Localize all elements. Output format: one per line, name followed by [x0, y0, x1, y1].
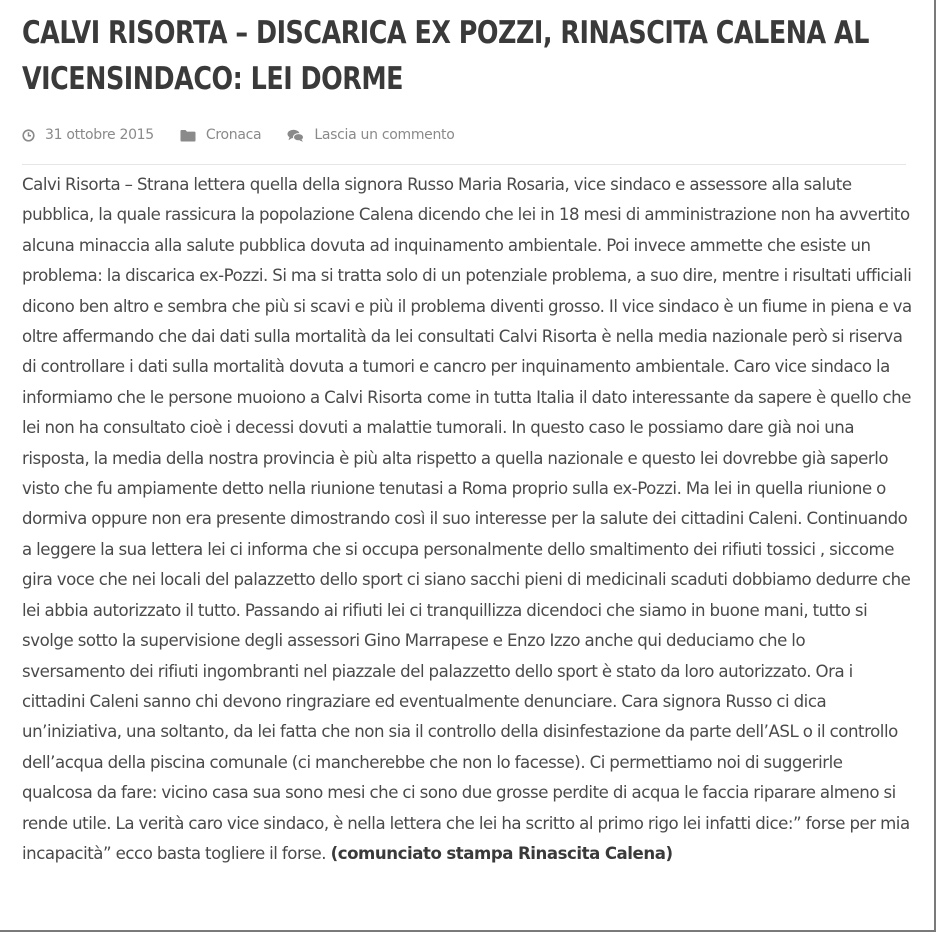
article-title: CALVI RISORTA – DISCARICA EX POZZI, RINASCITA CALENA AL VICENSINDACO: LEI DORME — [22, 15, 869, 97]
meta-date-text: 31 ottobre 2015 — [45, 127, 154, 143]
meta-date[interactable] — [22, 124, 154, 146]
comments-icon — [287, 129, 304, 142]
meta-category-link: Cronaca — [205, 127, 262, 143]
article-body-text: Calvi Risorta – Strana lettera quella della signora Russo Maria Rosaria, vice sindaco e assessore alla salute pubblica, la quale rassicura la popolazione Calena dicendo che lei in 18 mesi di amministrazione non ha avvertito alcuna minaccia alla salute pubblica dovuta ad inquinamento ambientale. Poi invece ammette che esiste un problema: la discarica ex-Pozzi. Si ma si tratta solo di un potenziale problema, a suo dire, mentre i risultati ufficiali dicono ben altro e sembra che più si scavi e più il problema diventi grosso. Il vice sindaco è un fiume in piena e va oltre affermando che dai dati sulla mortalità da lei consultati Calvi Risorta è nella media nazionale però si riserva di controllare i dati sulla mortalità dovuta a tumori e cancro per inquinamento ambientale. Caro vice sindaco la informiamo che le persone muoiono a Calvi Risorta come in tutta Italia il dato interessante da sapere è quello che lei non ha consultato cioè i decessi dovuti a malattie tumorali. In questo caso le possiamo dare già noi una risposta, la media della nostra provincia è più alta rispetto a quella nazionale e questo lei dovrebbe già saperlo visto che fu ampiamente detto nella riunione tenutasi a Roma proprio sulla ex-Pozzi. Ma lei in quella riunione o dormiva oppure non era presente dimostrando così il suo interesse per la salute dei cittadini Caleni. Continuando a leggere la sua lettera lei ci informa che si occupa personalmente dello smaltimento dei rifiuti tossici , siccome gira voce che nei locali del palazzetto dello sport ci siano sacchi pieni di medicinali scaduti dobbiamo dedurre che lei abbia autorizzato il tutto. Passando ai rifiuti lei ci tranquillizza dicendoci che siamo in buone mani, tutto si svolge sotto la supervisione degli assessori Gino Marrapese e Enzo Izzo anche qui deduciamo che lo sversamento dei rifiuti ingombranti nel piazzale del palazzetto dello sport è stato da loro autorizzato. Ora i cittadini Caleni sanno chi devono ringraziare ed eventualmente denunciare. Cara signora Russo ci dica un’iniziativa, una soltanto, da lei fatta che non sia il controllo della disinfestazione da parte dell’ASL o il controllo dell’acqua della piscina comunale (ci mancherebbe che non lo facesse). Ci permettiamo noi di suggerirle qualcosa da fare: vicino casa sua sono mesi che ci sono due grosse perdite di acqua le faccia riparare almeno si rende utile. La verità caro vice sindaco, è nella lettera che lei ha scritto al primo rigo lei infatti dice:” forse per mia incapacità” ecco basta togliere il forse. — [22, 175, 912, 863]
article-meta — [22, 124, 906, 165]
folder-icon — [180, 129, 196, 142]
article — [22, 10, 912, 863]
meta-comments[interactable] — [287, 124, 454, 146]
article-signature: (comunciato stampa Rinascita Calena) — [330, 843, 673, 863]
article-body — [22, 170, 912, 869]
meta-category[interactable] — [180, 124, 261, 146]
meta-comments-link: Lascia un commento — [314, 127, 455, 143]
clock-icon — [22, 129, 35, 142]
